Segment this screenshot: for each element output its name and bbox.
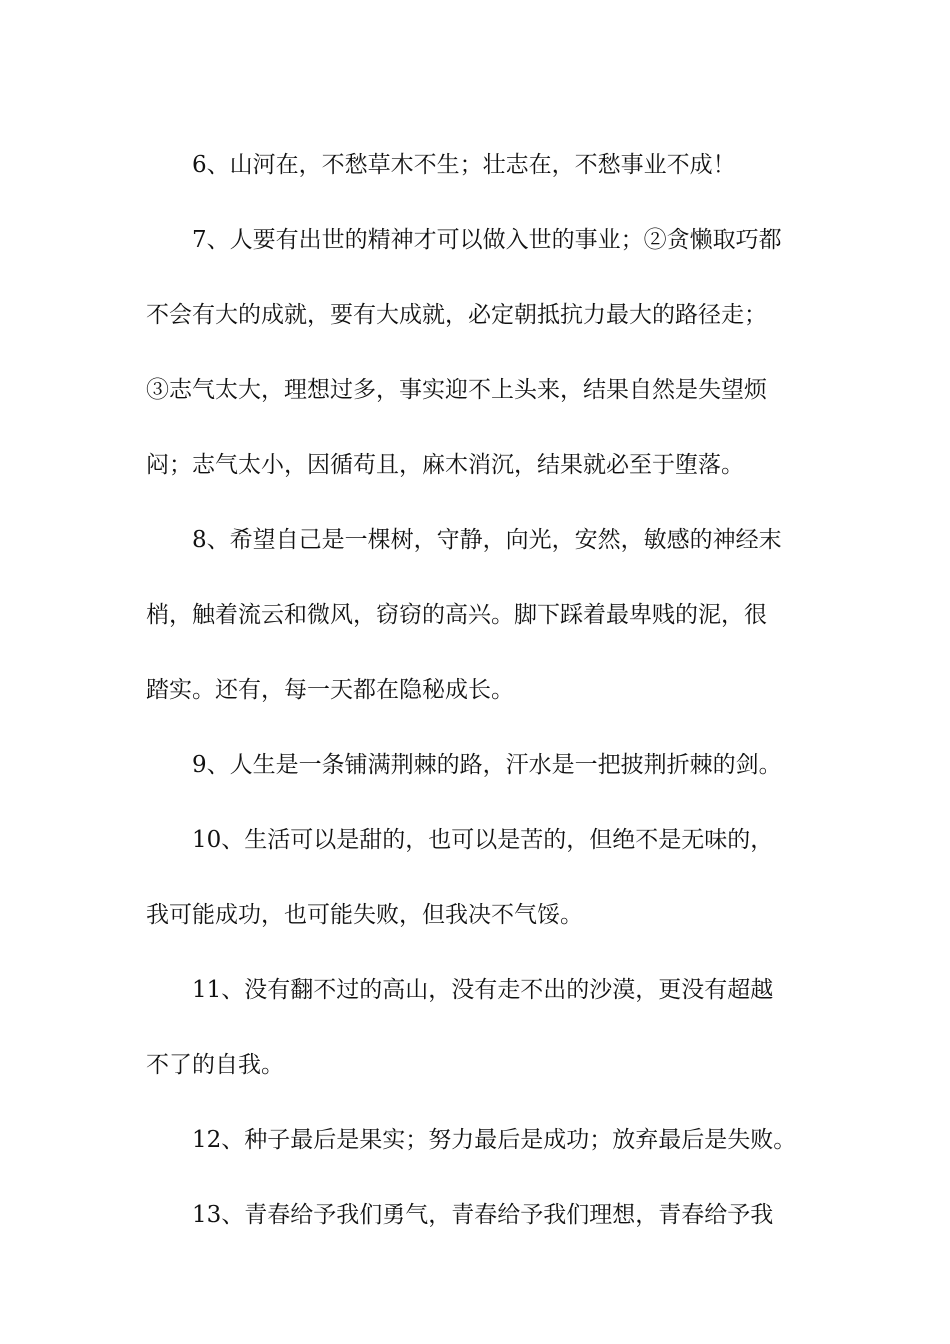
paragraph-line: 11、没有翻不过的高山，没有走不出的沙漠，更没有超越 — [192, 977, 774, 1003]
paragraph-line: 9、人生是一条铺满荆棘的路，汗水是一把披荆折棘的剑。 — [192, 752, 782, 778]
paragraph-line: 12、种子最后是果实；努力最后是成功；放弃最后是失败。 — [192, 1127, 797, 1153]
paragraph-line: 不会有大的成就，要有大成就，必定朝抵抗力最大的路径走； — [146, 302, 767, 328]
paragraph-line: 8、希望自己是一棵树，守静，向光，安然，敏感的神经末 — [192, 527, 782, 553]
paragraph-line: 10、生活可以是甜的，也可以是苦的，但绝不是无味的， — [192, 827, 774, 853]
paragraph-line: ③志气太大，理想过多，事实迎不上头来，结果自然是失望烦 — [146, 377, 767, 403]
document-body — [146, 128, 814, 1253]
paragraph-line: 梢，触着流云和微风，窃窃的高兴。脚下踩着最卑贱的泥，很 — [146, 602, 767, 628]
paragraph-line: 闷；志气太小，因循苟且，麻木消沉，结果就必至于堕落。 — [146, 452, 744, 478]
paragraph-line: 踏实。还有，每一天都在隐秘成长。 — [146, 677, 514, 703]
paragraph-line: 7、人要有出世的精神才可以做入世的事业；②贪懒取巧都 — [192, 227, 782, 253]
paragraph-line: 6、山河在，不愁草木不生；壮志在，不愁事业不成！ — [192, 152, 736, 178]
paragraph-line: 我可能成功，也可能失败，但我决不气馁。 — [146, 902, 583, 928]
paragraph-line: 13、青春给予我们勇气，青春给予我们理想，青春给予我 — [192, 1202, 774, 1228]
paragraph-line: 不了的自我。 — [146, 1052, 284, 1078]
